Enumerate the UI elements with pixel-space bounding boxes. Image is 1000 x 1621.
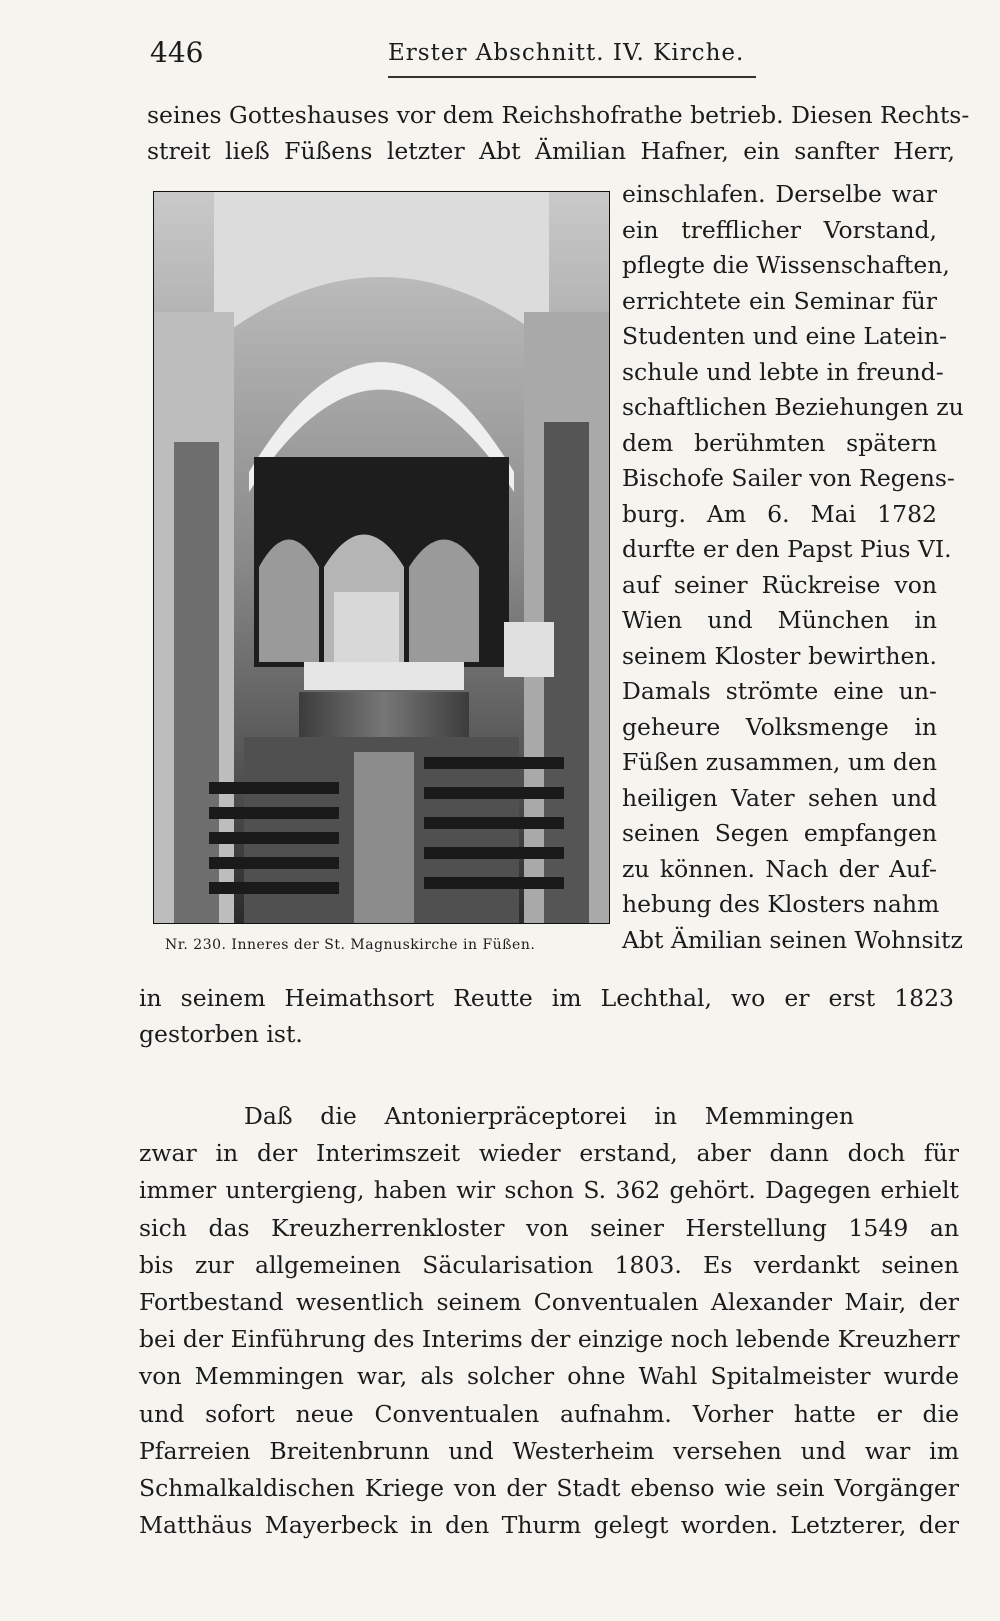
text-line: bis zur allgemeinen Säcularisation 1803. Es verdankt seinen — [139, 1250, 959, 1279]
text-line: immer untergieng, haben wir schon S. 362 gehört. Dagegen erhielt — [139, 1176, 959, 1205]
text-line: seinen Segen empfangen — [622, 819, 937, 847]
text-line: Wien und München in — [622, 606, 937, 634]
church-interior-photo — [153, 191, 610, 924]
text-line: dem berühmten spätern — [622, 428, 937, 457]
text-line: hebung des Klosters nahm — [622, 890, 940, 918]
wrapped-text-column — [622, 177, 964, 958]
text-line: bei der Einführung des Interims der einzige noch lebende Kreuzherr — [139, 1325, 960, 1354]
text-line: und sofort neue Conventualen aufnahm. Vorher hatte er die — [139, 1399, 959, 1428]
text-line: schaftlichen Beziehungen zu — [622, 393, 964, 421]
header-rule — [388, 76, 756, 78]
text-line: Abt Ämilian seinen Wohnsitz — [622, 925, 963, 954]
text-line: Pfarreien Breitenbrunn und Westerheim versehen und war im — [139, 1436, 959, 1465]
text-line: Fortbestand wesentlich seinem Conventualen Alexander Mair, der — [139, 1287, 959, 1316]
text-line: auf seiner Rückreise von — [622, 570, 937, 599]
text-line: errichtete ein Seminar für — [622, 286, 937, 315]
text-line: heiligen Vater sehen und — [622, 783, 937, 812]
text-line: einschlafen. Derselbe war — [622, 180, 937, 208]
text-line: Bischofe Sailer von Regens- — [622, 464, 955, 492]
text-line: zu können. Nach der Auf- — [622, 854, 937, 883]
page-number: 446 — [150, 36, 204, 69]
text-line: Damals strömte eine un- — [622, 677, 937, 705]
text-line: Schmalkaldischen Kriege von der Stadt ebenso wie sein Vorgänger — [139, 1473, 959, 1502]
text-line: durfte er den Papst Pius VI. — [622, 535, 952, 563]
text-line: streit ließ Füßens letzter Abt Ämilian Hafner, ein sanfter Herr, — [147, 137, 955, 165]
running-title: Erster Abschnitt. IV. Kirche. — [388, 40, 745, 66]
figure-caption: Nr. 230. Inneres der St. Magnuskirche in Füßen. — [165, 937, 536, 953]
text-line: pflegte die Wissenschaften, — [622, 251, 950, 279]
text-line: von Memmingen war, als solcher ohne Wahl Spitalmeister wurde — [139, 1362, 959, 1391]
text-line: geheure Volksmenge in — [622, 712, 937, 741]
church-interior-illustration — [154, 192, 609, 923]
text-line: Füßen zusammen, um den — [622, 748, 937, 776]
text-line: Matthäus Mayerbeck in den Thurm gelegt worden. Letzterer, der — [139, 1511, 959, 1540]
text-line: burg. Am 6. Mai 1782 — [622, 499, 937, 528]
text-line: ein trefflicher Vorstand, — [622, 215, 937, 244]
text-line: in seinem Heimathsort Reutte im Lechthal, wo er erst 1823 — [139, 984, 954, 1012]
text-line: sich das Kreuzherrenkloster von seiner Herstellung 1549 an — [139, 1213, 959, 1242]
text-line: gestorben ist. — [139, 1020, 303, 1048]
paragraph — [139, 1098, 959, 1544]
text-line: seines Gotteshauses vor dem Reichshofrathe betrieb. Diesen Rechts- — [147, 101, 970, 129]
text-line: Daß die Antonierpräceptorei in Memmingen — [244, 1102, 854, 1130]
text-line: schule und lebte in freund- — [622, 357, 944, 386]
text-line: zwar in der Interimszeit wieder erstand, aber dann doch für — [139, 1139, 959, 1168]
text-line: seinem Kloster bewirthen. — [622, 641, 937, 670]
text-line: Studenten und eine Latein- — [622, 322, 947, 350]
